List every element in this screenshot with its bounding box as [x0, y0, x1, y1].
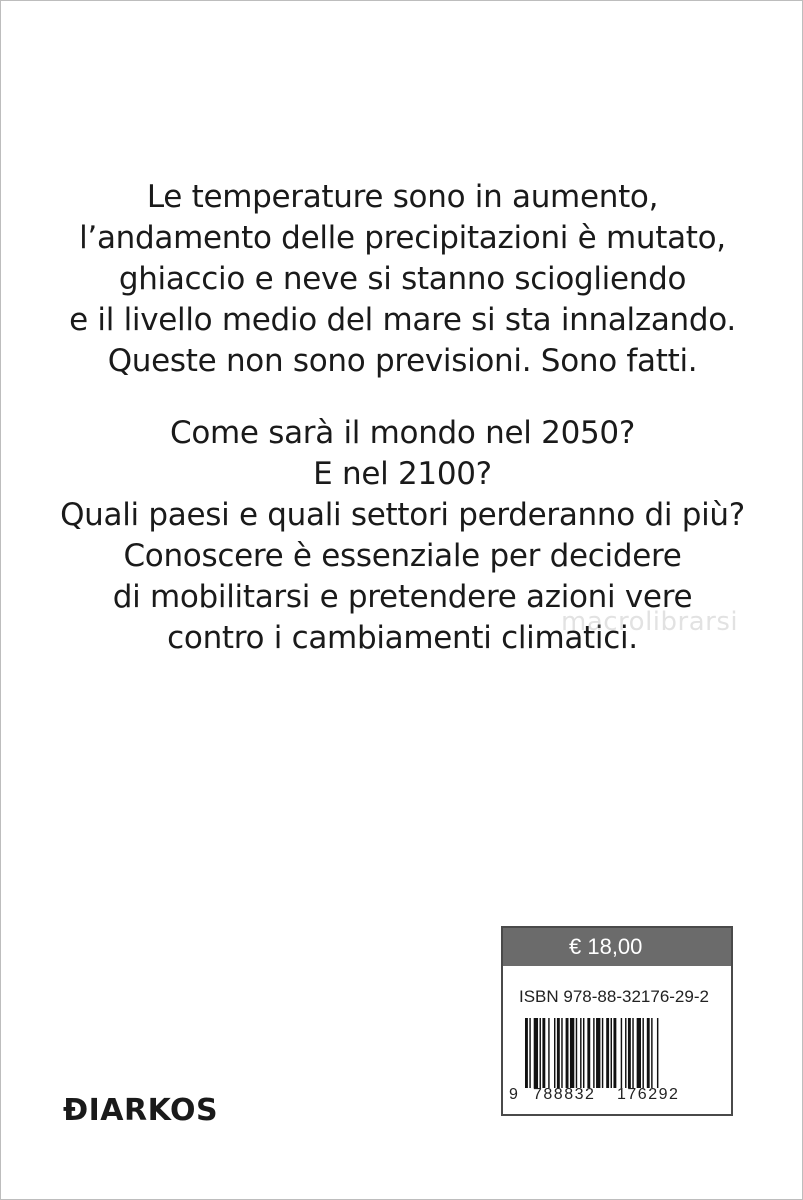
barcode-bar — [529, 1018, 530, 1088]
publisher-logo: ÐIARKOS — [63, 1093, 219, 1128]
barcode-bar — [583, 1018, 584, 1088]
barcode-digit-first: 9 — [509, 1086, 518, 1103]
barcode-bar — [637, 1018, 641, 1088]
barcode-bar — [557, 1018, 560, 1088]
barcode-bar — [587, 1018, 590, 1088]
barcode-bar — [611, 1018, 612, 1088]
blurb-line: l’andamento delle precipitazioni è mutato, — [79, 220, 726, 256]
blurb-paragraph-1 — [1, 177, 803, 382]
barcode-bar — [580, 1018, 581, 1088]
barcode-bar — [657, 1018, 658, 1088]
blurb-line: Quali paesi e quali settori perderanno di più? — [60, 497, 745, 533]
blurb-line: contro i cambiamenti climatici. — [167, 620, 638, 656]
barcode-bar — [525, 1018, 528, 1088]
barcode-bar — [632, 1018, 633, 1088]
barcode-bar — [606, 1018, 609, 1088]
barcode-bar — [651, 1018, 652, 1088]
barcode-bar — [593, 1018, 594, 1088]
blurb-line: e il livello medio del mare si sta innalzando. — [69, 302, 736, 338]
barcode-bar — [602, 1018, 603, 1088]
barcode-digits-right: 176292 — [617, 1086, 680, 1103]
blurb-line: Le temperature sono in aumento, — [146, 179, 659, 215]
barcode-bar — [542, 1018, 545, 1088]
barcode-bar — [576, 1018, 577, 1088]
barcode-bar — [613, 1018, 616, 1088]
barcode-bar — [621, 1018, 622, 1088]
blurb-line: E nel 2100? — [313, 456, 492, 492]
isbn-label: ISBN 978-88-32176-29-2 — [519, 987, 709, 1006]
blurb-line: Queste non sono previsioni. Sono fatti. — [107, 343, 698, 379]
blurb-line: ghiaccio e neve si stanno sciogliendo — [118, 261, 687, 297]
barcode-bar — [540, 1018, 541, 1088]
price-box — [501, 926, 733, 1116]
barcode-digits-left: 788832 — [533, 1086, 596, 1103]
blurb-line: Conoscere è essenziale per decidere — [123, 538, 682, 574]
barcode-bar — [647, 1018, 650, 1088]
barcode-bar — [554, 1018, 555, 1088]
blurb-line: Come sarà il mondo nel 2050? — [169, 415, 635, 451]
barcode-bar — [625, 1018, 626, 1088]
barcode — [523, 1018, 713, 1088]
blurb-line: di mobilitarsi e pretendere azioni vere — [112, 579, 693, 615]
barcode-bar — [628, 1018, 631, 1088]
barcode-bar — [561, 1018, 562, 1088]
barcode-bar — [570, 1018, 574, 1088]
barcode-bar — [548, 1018, 549, 1088]
watermark: macrolibrarsi — [561, 607, 739, 637]
barcode-bar — [534, 1018, 538, 1088]
barcode-bar — [566, 1018, 569, 1088]
price-label: € 18,00 — [503, 928, 731, 966]
barcode-bar — [642, 1018, 643, 1088]
barcode-bar — [596, 1018, 600, 1088]
